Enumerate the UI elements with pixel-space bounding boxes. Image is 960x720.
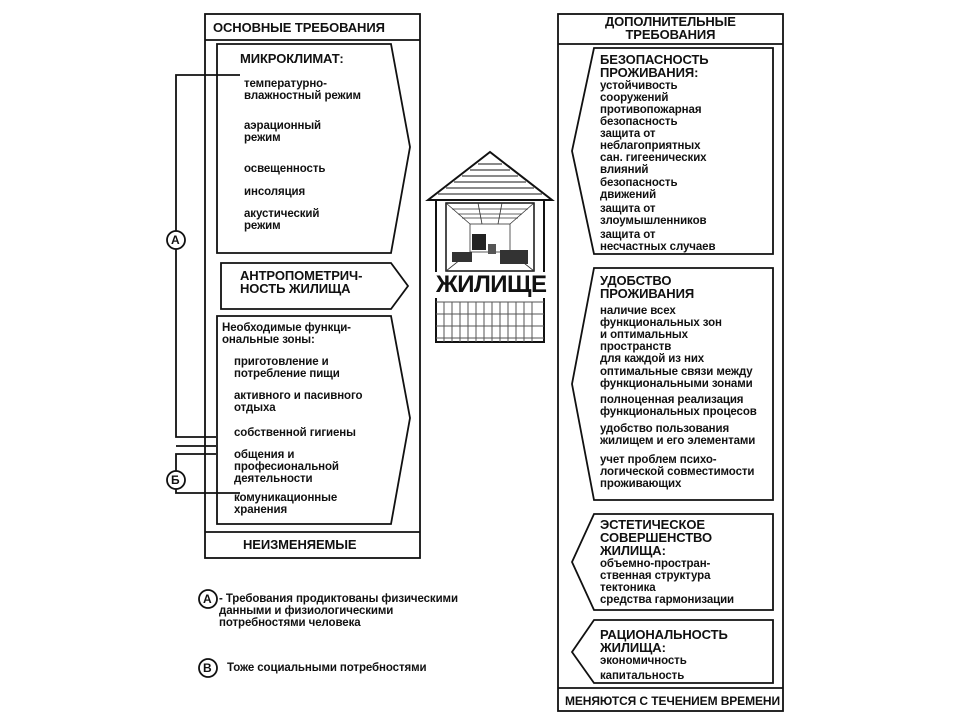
rationality-title: РАЦИОНАЛЬНОСТЬ ЖИЛИЩА: [600, 627, 728, 655]
legend-b-text: Тоже социальными потребностями [227, 662, 427, 674]
safety-item: устойчивость сооружений [600, 80, 678, 104]
rationality-item: экономичность [600, 655, 687, 667]
microclimate-title: МИКРОКЛИМАТ: [240, 51, 344, 66]
aesthetic-title: ЭСТЕТИЧЕСКОЕ СОВЕРШЕНСТВО ЖИЛИЩА: [600, 517, 713, 558]
marker-a: А [171, 233, 180, 247]
safety-title: БЕЗОПАСНОСТЬ ПРОЖИВАНИЯ: [600, 52, 709, 80]
safety-item: противопожарная безопасность [600, 104, 702, 128]
microclimate-item: акустический режим [244, 208, 320, 232]
safety-item: безопасность движений [600, 177, 678, 201]
right-footer: МЕНЯЮТСЯ С ТЕЧЕНИЕМ ВРЕМЕНИ [565, 694, 780, 708]
rationality-item: капитальность [600, 670, 685, 682]
microclimate-item: температурно- влажностный режим [244, 78, 361, 102]
comfort-item: учет проблем психо- логической совместимости проживающих [600, 454, 755, 490]
zones-item: собственной гигиены [234, 427, 356, 439]
zones-item: комуникационные хранения [234, 492, 338, 516]
legend-b-marker: В [203, 661, 212, 675]
comfort-item: удобство пользования жилищем и его элементами [600, 423, 756, 447]
right-header: ДОПОЛНИТЕЛЬНЫЕ ТРЕБОВАНИЯ [605, 14, 736, 42]
aesthetic-item: средства гармонизации [600, 594, 735, 606]
left-header: ОСНОВНЫЕ ТРЕБОВАНИЯ [213, 20, 385, 35]
house-label: ЖИЛИЩЕ [436, 271, 547, 298]
bracket-a [176, 75, 240, 437]
comfort-item: оптимальные связи между функциональными зонами [600, 366, 753, 390]
microclimate-item: освещенность [244, 163, 326, 175]
comfort-title: УДОБСТВО ПРОЖИВАНИЯ [600, 273, 695, 301]
zones-item: приготовление и потребление пищи [234, 356, 340, 380]
comfort-item: наличие всех функциональных зон и оптимальных пространств для каждой из них [600, 305, 722, 365]
house-illustration [428, 152, 552, 342]
legend-a-marker: А [203, 592, 212, 606]
zones-item: активного и пасивного отдыха [234, 390, 363, 414]
legend-a-text: - Требования продиктованы физическими данными и физиологическими потребностями человека [219, 593, 458, 629]
safety-item: защита от несчастных случаев [600, 229, 716, 253]
safety-item: защита от злоумышленников [600, 203, 707, 227]
anthropometry-label: АНТРОПОМЕТРИЧ- НОСТЬ ЖИЛИЩА [240, 268, 363, 296]
comfort-item: полноценная реализация функциональных процесов [600, 394, 757, 418]
microclimate-item: аэрационный режим [244, 120, 322, 144]
zones-title: Необходимые функци- ональные зоны: [222, 322, 351, 346]
microclimate-item: инсоляция [244, 186, 306, 198]
bracket-b [176, 454, 240, 493]
safety-item: защита от неблагоприятных сан. гигеенических влияний [600, 128, 707, 176]
left-footer: НЕИЗМЕНЯЕМЫЕ [243, 537, 357, 552]
marker-b: Б [171, 473, 180, 487]
aesthetic-item: объемно-простран- ственная структура тектоника [600, 558, 711, 594]
zones-item: общения и професиональной деятельности [234, 449, 339, 485]
